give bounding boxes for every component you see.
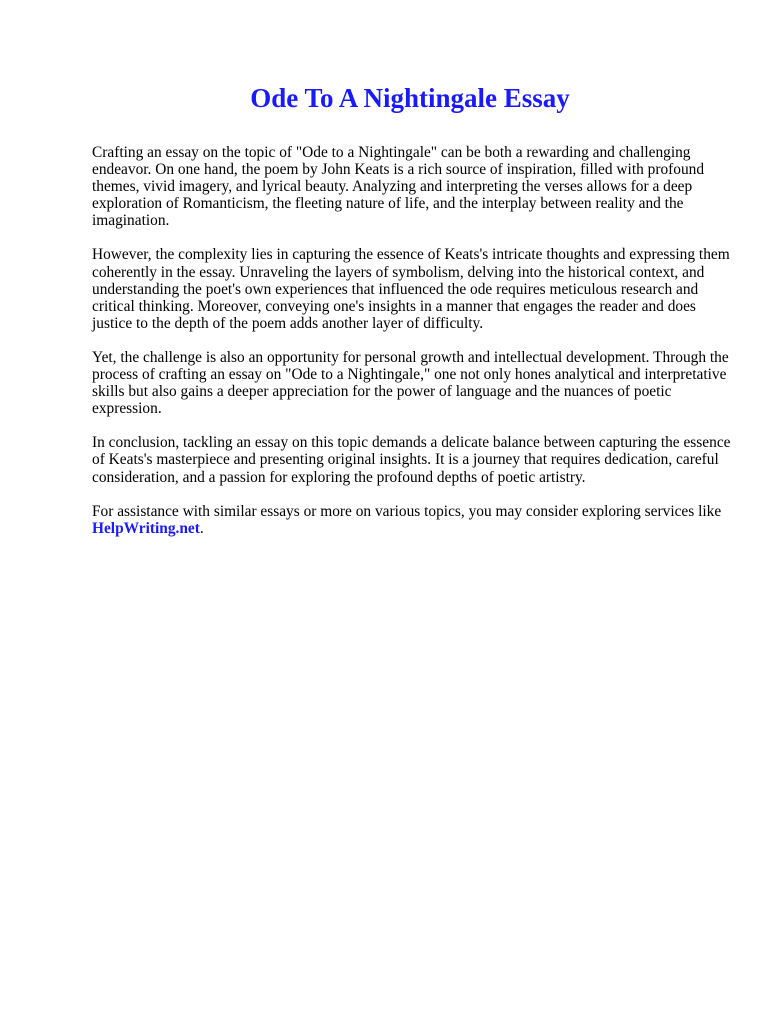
closing-period: . [199,519,204,537]
essay-body [92,144,732,554]
closing-paragraph [92,503,732,537]
helpwriting-link[interactable]: HelpWriting.net [92,519,200,537]
closing-text: For assistance with similar essays or more on various topics, you may consider exploring services like [92,502,722,520]
paragraph-4: In conclusion, tackling an essay on this topic demands a delicate balance between capturing the essence of Keats's masterpiece and presenting original insights. It is a journey that requires dedication, careful consideration, and a passion for exploring the profound depths of poetic artistry. [92,434,731,486]
paragraph-2: However, the complexity lies in capturing the essence of Keats's intricate thoughts and expressing them coherently in the essay. Unraveling the layers of symbolism, delving into the historical context, and understanding the poet's own experiences that influenced the ode requires meticulous research and critical thinking. Moreover, conveying one's insights in a manner that engages the reader and does justice to the depth of the poem adds another layer of difficulty. [92,246,730,332]
page-title: Ode To A Nightingale Essay [250,83,570,113]
paragraph-1: Crafting an essay on the topic of "Ode to a Nightingale" can be both a rewarding and challenging endeavor. On one hand, the poem by John Keats is a rich source of inspiration, filled with profound themes, vivid imagery, and lyrical beauty. Analyzing and interpreting the verses allows for a deep exploration of Romanticism, the fleeting nature of life, and the interplay between reality and the imagination. [92,144,705,230]
paragraph-3: Yet, the challenge is also an opportunity for personal growth and intellectual development. Through the process of crafting an essay on "Ode to a Nightingale," one not only hones analytical and interpretative skills but also gains a deeper appreciation for the power of language and the nuances of poetic expression. [92,348,729,418]
